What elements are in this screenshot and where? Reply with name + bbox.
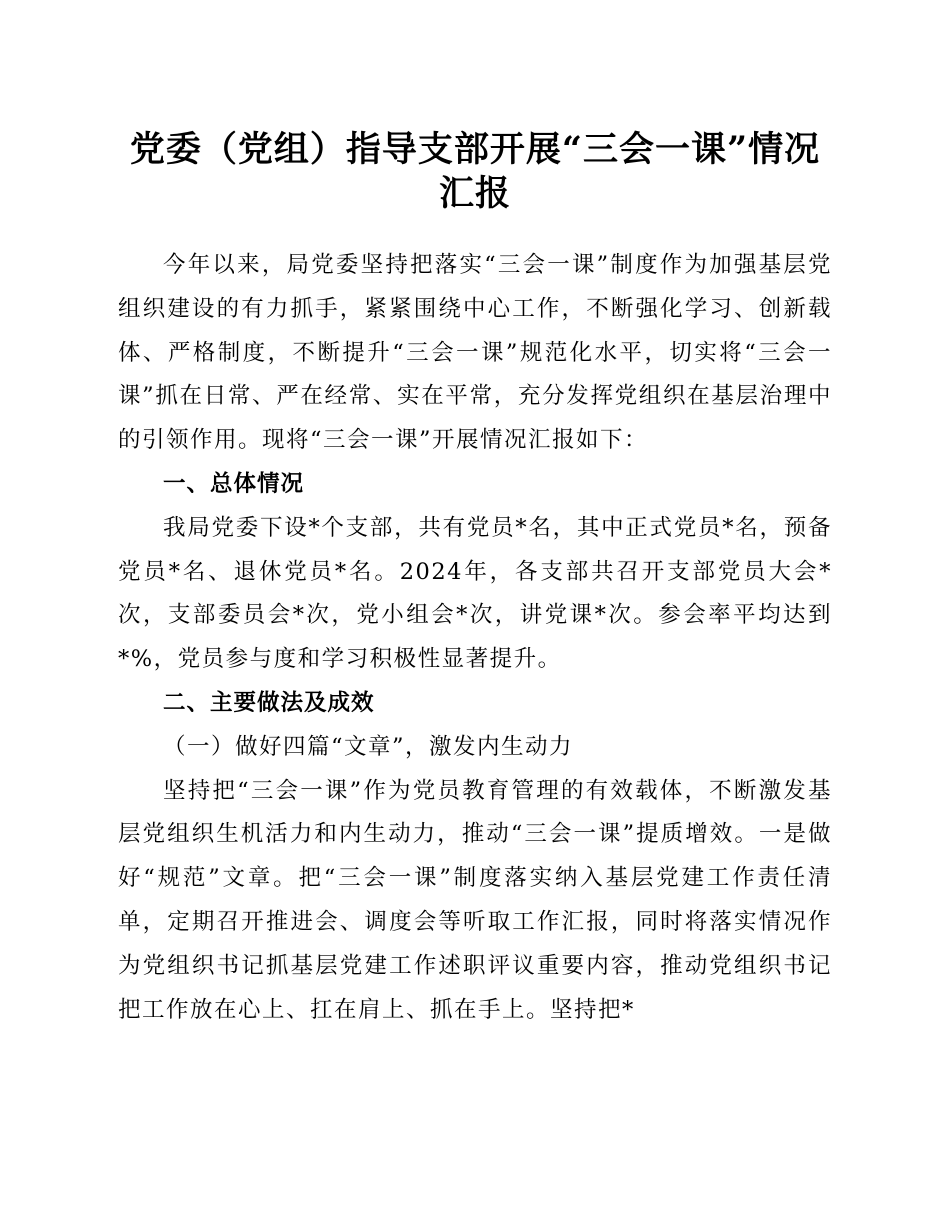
section-heading-practices: 二、主要做法及成效 bbox=[163, 689, 375, 716]
subsection-heading-four-articles: （一）做好四篇“文章”，激发内生动力 bbox=[163, 733, 574, 760]
overview-paragraph: 我局党委下设*个支部，共有党员*名，其中正式党员*名，预备党员*名、退休党员*名。2024年，各支部共召开支部党员大会*次，支部委员会*次，党小组会*次，讲党课*次。参会率平均达到*%，党员参与度和学习积极性显著提升。 bbox=[118, 514, 832, 673]
document-page bbox=[118, 128, 832, 1032]
intro-paragraph: 今年以来，局党委坚持把落实“三会一课”制度作为加强基层党组织建设的有力抓手，紧紧围绕中心工作，不断强化学习、创新载体、严格制度，不断提升“三会一课”规范化水平，切实将“三会一课”抓在日常、严在经常、实在平常，充分发挥党组织在基层治理中的引领作用。现将“三会一课”开展情况汇报如下： bbox=[118, 252, 832, 454]
section-heading-overview: 一、总体情况 bbox=[163, 470, 305, 497]
four-articles-paragraph: 坚持把“三会一课”作为党员教育管理的有效载体，不断激发基层党组织生机活力和内生动力，推动“三会一课”提质增效。一是做好“规范”文章。把“三会一课”制度落实纳入基层党建工作责任清单，定期召开推进会、调度会等听取工作汇报，同时将落实情况作为党组织书记抓基层党建工作述职评议重要内容，推动党组织书记把工作放在心上、扛在肩上、抓在手上。坚持把* bbox=[118, 777, 832, 1023]
document-title: 党委（党组）指导支部开展“三会一课”情况汇报 bbox=[129, 129, 821, 214]
